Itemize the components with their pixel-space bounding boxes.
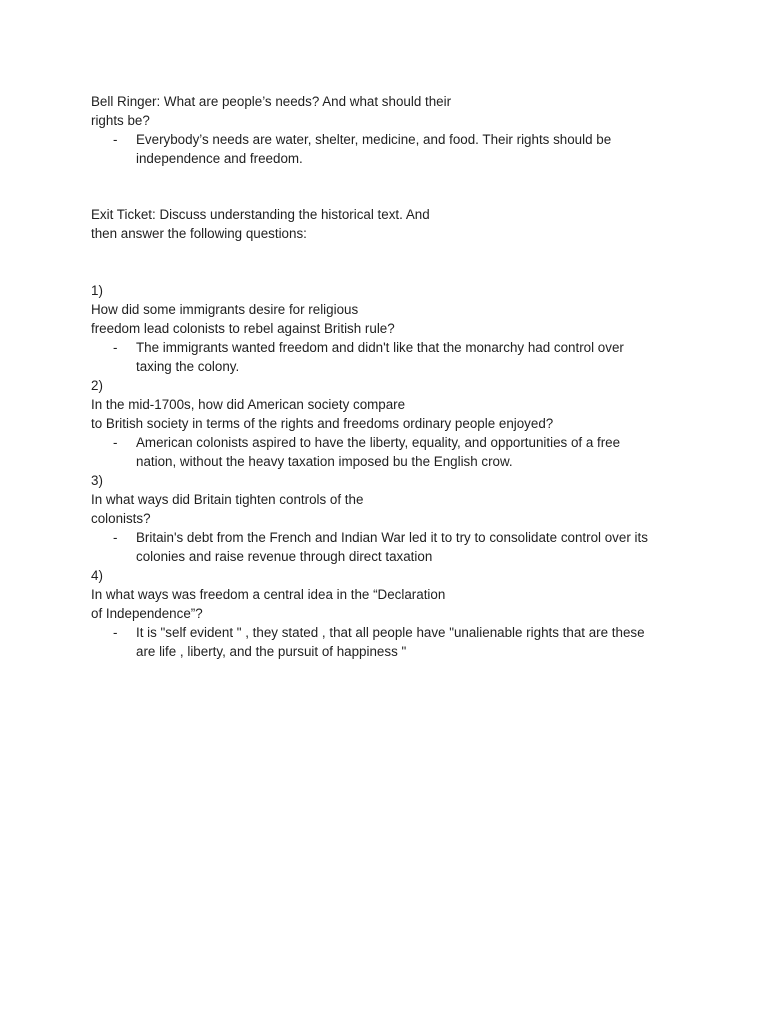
question-2-answer — [91, 433, 681, 471]
answer-line-2: nation, without the heavy taxation imposed bu the English crow. — [136, 454, 513, 469]
bullet-dash: - — [113, 340, 118, 355]
exit-ticket-line-2: then answer the following questions: — [91, 226, 307, 241]
question-1-answer — [91, 338, 681, 376]
question-4-number: 4) — [91, 568, 103, 583]
question-4-line-1: In what ways was freedom a central idea in the “Declaration — [91, 587, 446, 602]
question-2-number: 2) — [91, 378, 103, 393]
answer-line-1: Britain's debt from the French and Indian War led it to try to consolidate control over its — [136, 530, 648, 545]
exit-ticket-line-1: Exit Ticket: Discuss understanding the historical text. And — [91, 207, 430, 222]
bell-ringer-answer — [91, 130, 681, 168]
answer-line-2: colonies and raise revenue through direct taxation — [136, 549, 433, 564]
answer-line-2: are life , liberty, and the pursuit of happiness " — [136, 644, 407, 659]
spacer — [91, 168, 681, 205]
question-1-number: 1) — [91, 283, 103, 298]
question-2-line-2: to British society in terms of the rights and freedoms ordinary people enjoyed? — [91, 416, 554, 431]
document-body — [91, 92, 681, 661]
question-3-answer — [91, 528, 681, 566]
bullet-dash: - — [113, 530, 118, 545]
question-2-line-1: In the mid-1700s, how did American society compare — [91, 397, 406, 412]
bullet-dash: - — [113, 435, 118, 450]
bell-ringer-prompt-line-1: Bell Ringer: What are people’s needs? And what should their — [91, 94, 452, 109]
question-3-line-2: colonists? — [91, 511, 151, 526]
bullet-dash: - — [113, 625, 118, 640]
answer-line-2: taxing the colony. — [136, 359, 240, 374]
question-4-line-2: of Independence”? — [91, 606, 203, 621]
bullet-dash: - — [113, 132, 118, 147]
answer-line-1: American colonists aspired to have the liberty, equality, and opportunities of a free — [136, 435, 621, 450]
question-3-number: 3) — [91, 473, 103, 488]
answer-line-2: independence and freedom. — [136, 151, 303, 166]
answer-line-1: Everybody’s needs are water, shelter, medicine, and food. Their rights should be — [136, 132, 612, 147]
bell-ringer-prompt-line-2: rights be? — [91, 113, 150, 128]
answer-line-1: The immigrants wanted freedom and didn't like that the monarchy had control over — [136, 340, 624, 355]
question-4-answer — [91, 623, 681, 661]
question-1-line-1: How did some immigrants desire for religious — [91, 302, 359, 317]
spacer — [91, 243, 681, 281]
question-1-line-2: freedom lead colonists to rebel against British rule? — [91, 321, 395, 336]
answer-line-1: It is "self evident " , they stated , that all people have "unalienable rights that are these — [136, 625, 645, 640]
question-3-line-1: In what ways did Britain tighten controls of the — [91, 492, 364, 507]
